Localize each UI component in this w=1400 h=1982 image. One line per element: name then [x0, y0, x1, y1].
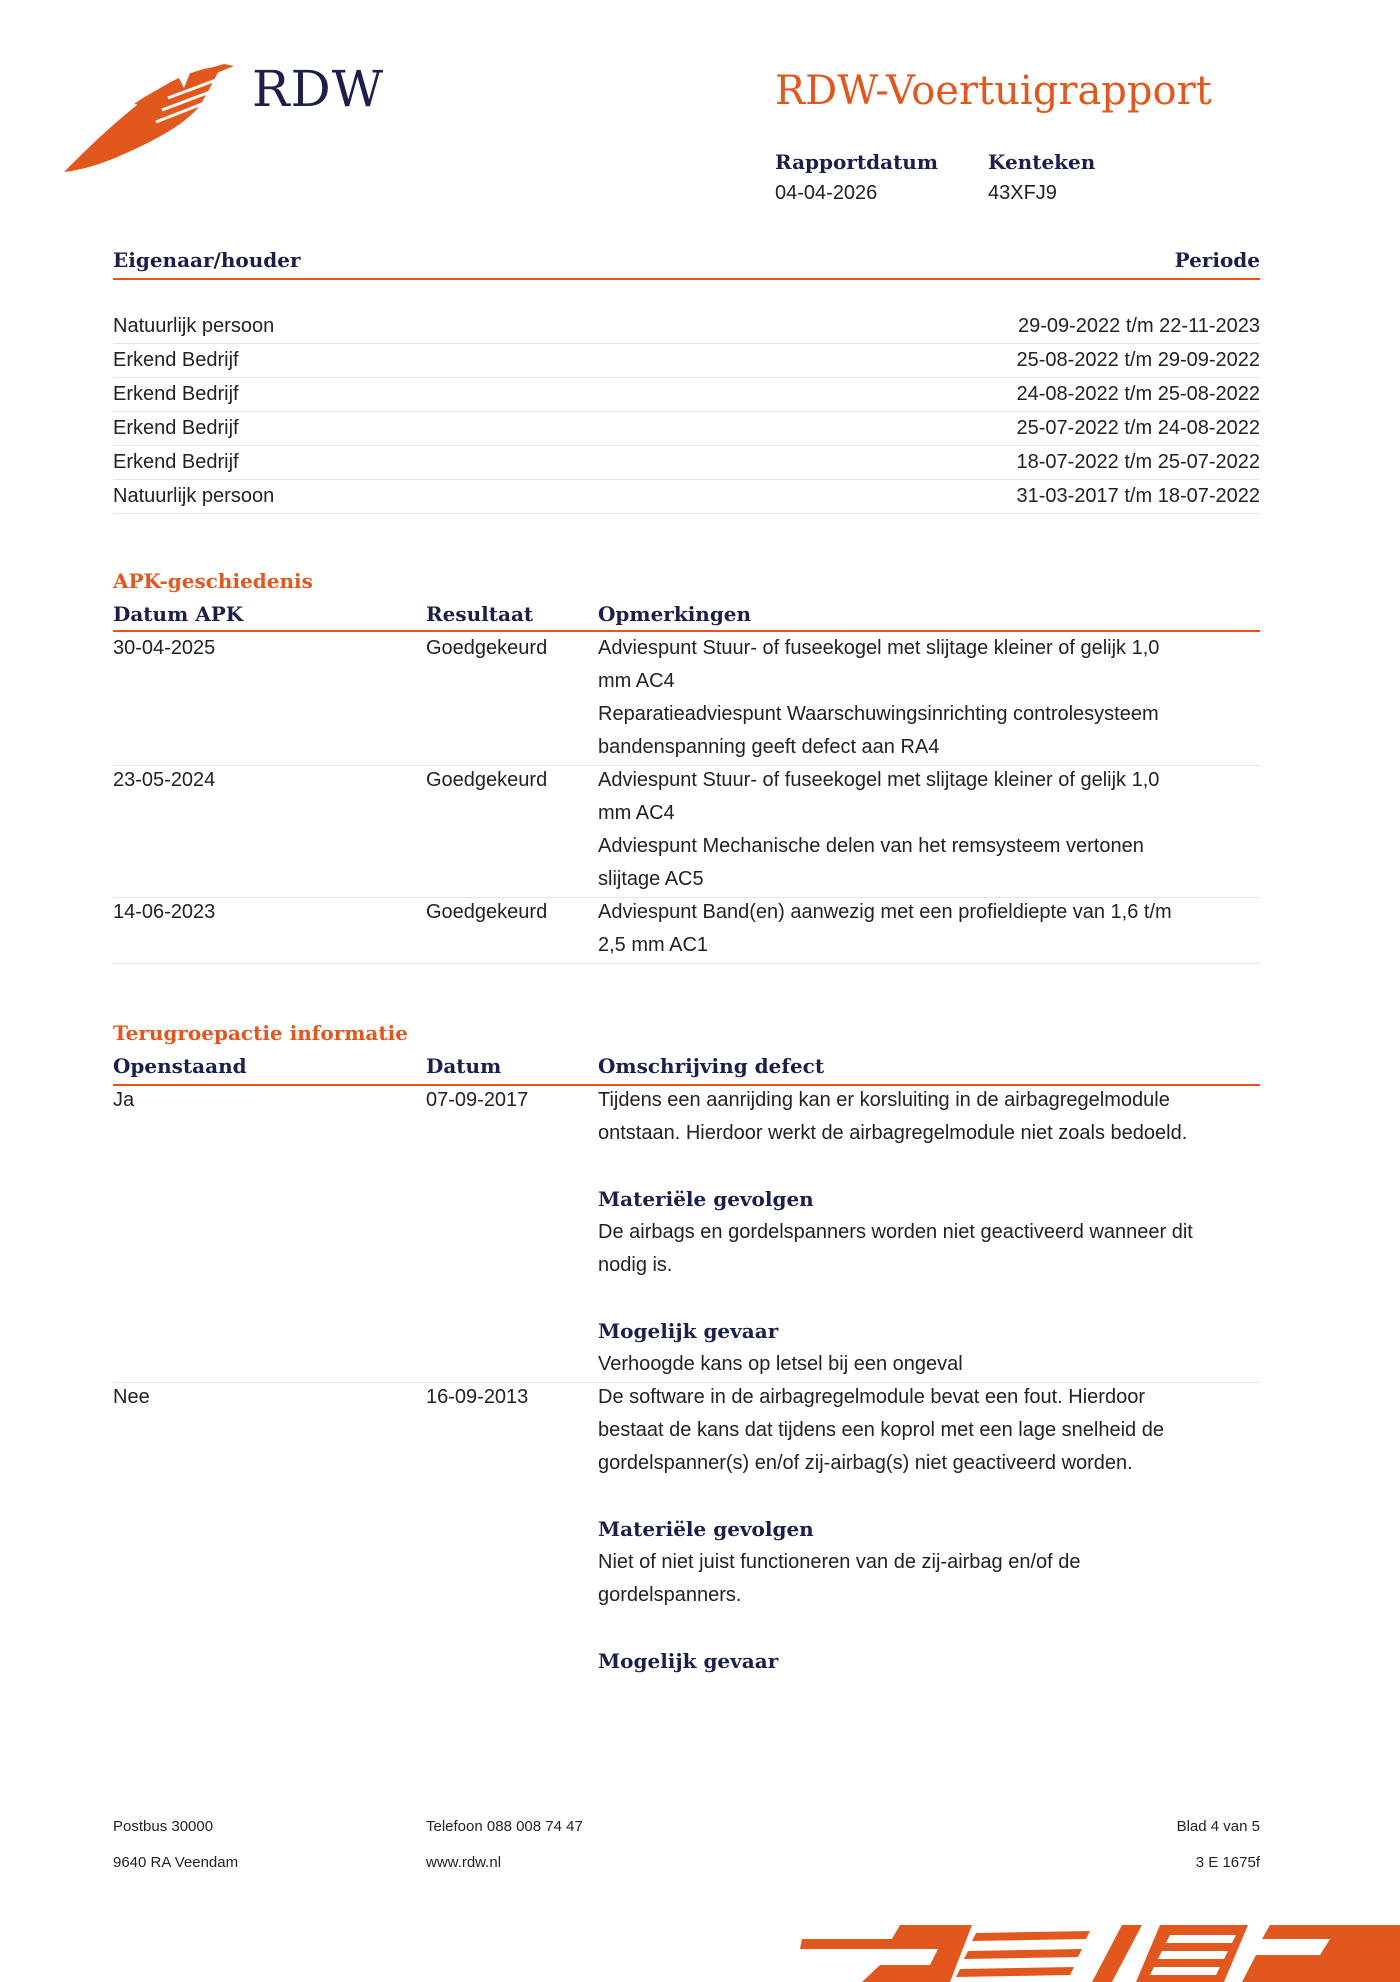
apk-remarks-cell: [598, 896, 1260, 962]
spacer: [598, 1282, 1260, 1315]
footer-address-line2: 9640 RA Veendam: [113, 1854, 239, 1871]
description-line: Tijdens een aanrijding kan er korsluiting in de airbagregelmodule: [598, 1089, 1170, 1111]
plate-label: Kenteken: [988, 150, 1096, 174]
remark-line: Adviespunt Band(en) aanwezig met een profieldiepte van 1,6 t/m: [598, 901, 1172, 923]
remark-line: mm AC4: [598, 670, 675, 692]
description-line: bestaat de kans dat tijdens een koprol met een lage snelheid de: [598, 1419, 1164, 1441]
brand-name: RDW: [252, 60, 385, 118]
remark-line: Adviespunt Stuur- of fuseekogel met slijtage kleiner of gelijk 1,0: [598, 769, 1160, 791]
recall-open-column-header: Openstaand: [113, 1054, 247, 1078]
danger-line: Verhoogde kans op letsel bij een ongeval: [598, 1353, 963, 1375]
report-date-label: Rapportdatum: [775, 150, 939, 174]
apk-date-column-header: Datum APK: [113, 602, 244, 626]
material-line: nodig is.: [598, 1254, 673, 1276]
remark-line: Adviespunt Mechanische delen van het remsysteem vertonen: [598, 835, 1144, 857]
report-date-value: 04-04-2026: [775, 182, 878, 204]
owner-column-header: Eigenaar/houder: [113, 248, 301, 272]
description-line: ontstaan. Hierdoor werkt de airbagregelmodule niet zoals bedoeld.: [598, 1122, 1188, 1144]
table-row: [113, 480, 1260, 514]
material-consequences-label: Materiële gevolgen: [598, 1517, 814, 1541]
footer-address-line1: Postbus 30000: [113, 1818, 214, 1835]
period-cell: 31-03-2017 t/m 18-07-2022: [1016, 485, 1260, 507]
apk-result-cell: Goedgekeurd: [426, 769, 548, 791]
spacer: [598, 1612, 1260, 1645]
material-line: gordelspanners.: [598, 1584, 742, 1606]
table-row: [113, 344, 1260, 378]
period-cell: 29-09-2022 t/m 22-11-2023: [1017, 315, 1260, 337]
owner-cell: Erkend Bedrijf: [113, 417, 239, 439]
remark-line: mm AC4: [598, 802, 675, 824]
remark-line: 2,5 mm AC1: [598, 934, 709, 956]
material-line: De airbags en gordelspanners worden niet geactiveerd wanneer dit: [598, 1221, 1193, 1243]
period-cell: 25-08-2022 t/m 29-09-2022: [1016, 349, 1260, 371]
owner-cell: Erkend Bedrijf: [113, 349, 239, 371]
recall-open-cell: Ja: [113, 1089, 135, 1111]
recall-date-cell: 16-09-2013: [426, 1386, 529, 1408]
apk-date-cell: 30-04-2025: [113, 637, 216, 659]
spacer: [598, 1480, 1260, 1513]
recall-description-cell: [598, 1084, 1260, 1381]
apk-remarks-column-header: Opmerkingen: [598, 602, 752, 626]
apk-section-title: APK-geschiedenis: [113, 569, 313, 593]
period-cell: 18-07-2022 t/m 25-07-2022: [1016, 451, 1260, 473]
road-stripes-graphic: [800, 1925, 1400, 1982]
remark-line: Reparatieadviespunt Waarschuwingsinrichting controlesysteem: [598, 703, 1159, 725]
owners-header: [113, 248, 1260, 272]
footer-page-number: Blad 4 van 5: [1176, 1818, 1260, 1835]
owners-header-rule: [113, 278, 1260, 280]
table-row: [113, 378, 1260, 412]
owner-cell: Natuurlijk persoon: [113, 315, 275, 337]
apk-remarks-cell: [598, 632, 1260, 764]
description-line: gordelspanner(s) en/of zij-airbag(s) niet geactiveerd worden.: [598, 1452, 1133, 1474]
apk-date-cell: 14-06-2023: [113, 901, 216, 923]
owner-cell: Erkend Bedrijf: [113, 383, 239, 405]
material-consequences-label: Materiële gevolgen: [598, 1187, 814, 1211]
recall-description-column-header: Omschrijving defect: [598, 1054, 825, 1078]
period-column-header: Periode: [1174, 248, 1260, 272]
owners-table: [113, 310, 1260, 514]
recall-description-cell: [598, 1381, 1260, 1678]
possible-danger-label: Mogelijk gevaar: [598, 1649, 779, 1673]
apk-date-cell: 23-05-2024: [113, 769, 216, 791]
table-row: [113, 412, 1260, 446]
period-cell: 25-07-2022 t/m 24-08-2022: [1016, 417, 1260, 439]
spacer: [598, 1150, 1260, 1183]
remark-line: Adviespunt Stuur- of fuseekogel met slijtage kleiner of gelijk 1,0: [598, 637, 1160, 659]
period-cell: 24-08-2022 t/m 25-08-2022: [1016, 383, 1260, 405]
footer-phone: Telefoon 088 008 74 47: [426, 1818, 583, 1835]
material-line: Niet of niet juist functioneren van de zij-airbag en/of de: [598, 1551, 1081, 1573]
recall-date-cell: 07-09-2017: [426, 1089, 529, 1111]
footer-document-code: 3 E 1675f: [1195, 1854, 1260, 1871]
owner-cell: Erkend Bedrijf: [113, 451, 239, 473]
apk-result-column-header: Resultaat: [426, 602, 534, 626]
recall-open-cell: Nee: [113, 1386, 150, 1408]
remark-line: bandenspanning geeft defect aan RA4: [598, 736, 940, 758]
owner-cell: Natuurlijk persoon: [113, 485, 275, 507]
description-line: De software in de airbagregelmodule bevat een fout. Hierdoor: [598, 1386, 1145, 1408]
possible-danger-label: Mogelijk gevaar: [598, 1319, 779, 1343]
apk-remarks-cell: [598, 764, 1260, 896]
recall-date-column-header: Datum: [426, 1054, 502, 1078]
row-divider: [113, 963, 1260, 964]
apk-result-cell: Goedgekeurd: [426, 637, 548, 659]
rdw-logo: [64, 58, 239, 178]
recall-section-title: Terugroepactie informatie: [113, 1021, 408, 1045]
table-row: [113, 310, 1260, 344]
table-row: [113, 446, 1260, 480]
report-title: RDW-Voertuigrapport: [775, 68, 1212, 114]
apk-result-cell: Goedgekeurd: [426, 901, 548, 923]
plate-value: 43XFJ9: [988, 182, 1057, 204]
remark-line: slijtage AC5: [598, 868, 704, 890]
footer-website: www.rdw.nl: [426, 1854, 502, 1871]
